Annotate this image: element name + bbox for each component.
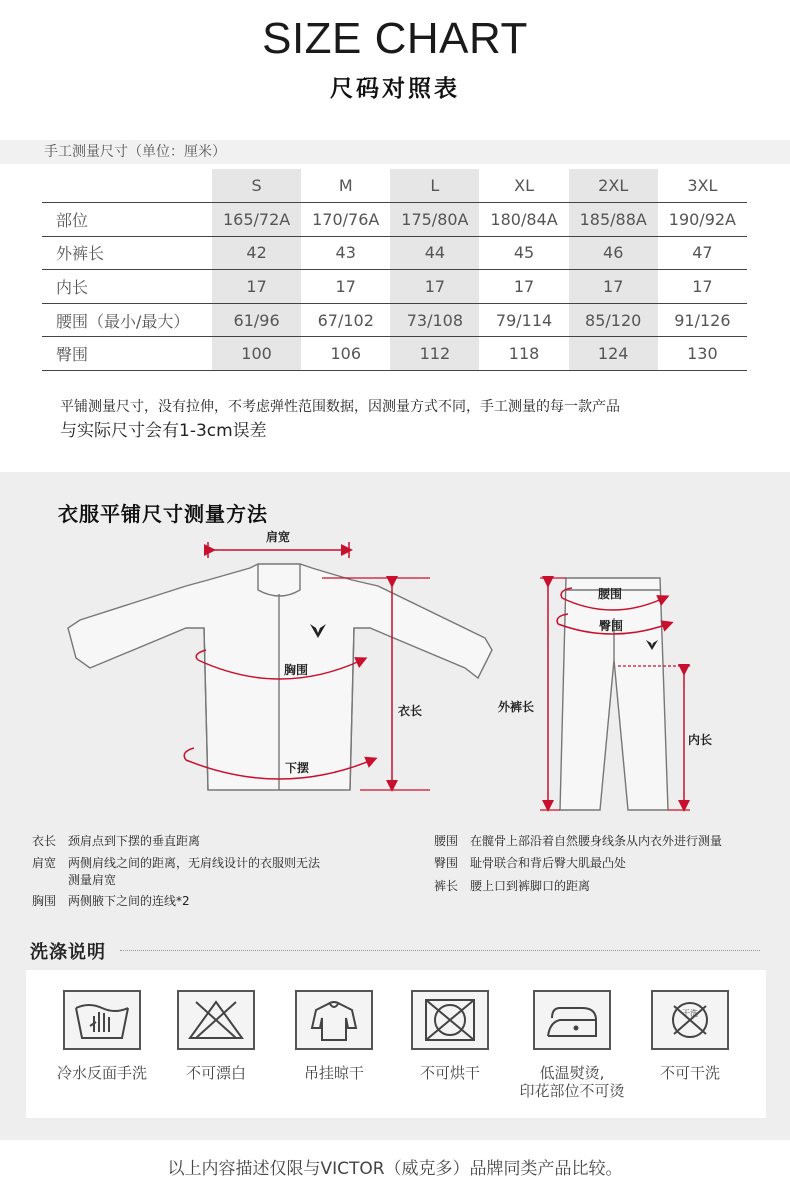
- size-header: L: [390, 169, 479, 203]
- wash-item: [156, 970, 276, 1082]
- table-cell: 106: [301, 337, 390, 371]
- note-line-1: 平铺测量尺寸，没有拉伸，不考虑弹性范围数据，因测量方式不同，手工测量的每一款产品: [60, 399, 620, 415]
- wash-label-line2: 印花部位不可烫: [519, 1082, 625, 1100]
- def-item: [434, 877, 590, 895]
- row-label: 腰围（最小/最大）: [42, 303, 212, 337]
- waist-label: 腰围: [598, 587, 623, 601]
- wash-section-title: 洗涤说明: [30, 942, 106, 963]
- def-term: 衣长: [32, 834, 57, 848]
- table-cell: 47: [658, 236, 747, 270]
- wash-label: 吊挂晾干: [303, 1064, 364, 1082]
- page-title: SIZE CHART: [262, 14, 528, 63]
- table-cell: 165/72A: [212, 203, 301, 237]
- wash-panel: [26, 970, 766, 1118]
- no-dry-clean-icon: [651, 990, 729, 1050]
- table-cell: 17: [479, 270, 568, 304]
- hem-label: 下摆: [285, 761, 310, 775]
- table-cell: 185/88A: [569, 203, 658, 237]
- unit-note: 手工测量尺寸（单位：厘米）: [0, 140, 790, 164]
- size-header-row: [42, 169, 747, 203]
- note-line-2: 与实际尺寸会有1-3cm误差: [60, 421, 267, 441]
- hand-wash-icon: [63, 990, 141, 1050]
- table-cell: 43: [301, 236, 390, 270]
- table-cell: 190/92A: [658, 203, 747, 237]
- size-header: S: [212, 169, 301, 203]
- table-cell: 79/114: [479, 303, 568, 337]
- row-label: 内长: [42, 270, 212, 304]
- def-desc: 颈肩点到下摆的垂直距离: [68, 834, 201, 848]
- table-cell: 118: [479, 337, 568, 371]
- shoulder-label: 肩宽: [266, 530, 291, 544]
- table-cell: 61/96: [212, 303, 301, 337]
- hip-label: 臀围: [599, 619, 624, 633]
- wash-label: [512, 1064, 632, 1100]
- def-desc: 耻骨联合和背后臀大肌最凸处: [470, 856, 627, 870]
- wash-item: [42, 970, 162, 1082]
- table-cell: 180/84A: [479, 203, 568, 237]
- outseam-label: 外裤长: [498, 700, 535, 714]
- table-cell: 67/102: [301, 303, 390, 337]
- def-desc: 腰上口到裤脚口的距离: [470, 879, 591, 893]
- table-row: [42, 270, 747, 304]
- size-header: XL: [479, 169, 568, 203]
- wash-label: 不可漂白: [185, 1064, 246, 1082]
- hang-dry-icon: [295, 990, 373, 1050]
- wash-item: [274, 970, 394, 1082]
- measurement-note: [60, 396, 760, 444]
- def-item: [434, 832, 722, 850]
- def-term: 臀围: [434, 856, 459, 870]
- table-cell: 175/80A: [390, 203, 479, 237]
- def-term: 裤长: [434, 879, 459, 893]
- wash-divider: [120, 950, 760, 951]
- table-cell: 130: [658, 337, 747, 371]
- no-tumble-dry-icon: [411, 990, 489, 1050]
- footer-disclaimer: 以上内容描述仅限与VICTOR（威克多）品牌同类产品比较。: [167, 1159, 623, 1179]
- def-term: 胸围: [32, 894, 57, 908]
- wash-label-line1: 低温熨烫,: [539, 1064, 605, 1082]
- length-label: 衣长: [398, 704, 423, 718]
- wash-label: 不可干洗: [659, 1064, 720, 1082]
- row-label: 臀围: [42, 337, 212, 371]
- def-item: [434, 854, 626, 872]
- wash-label: 不可烘干: [419, 1064, 480, 1082]
- table-cell: 85/120: [569, 303, 658, 337]
- table-cell: 112: [390, 337, 479, 371]
- table-cell: 42: [212, 236, 301, 270]
- def-term: 肩宽: [32, 856, 57, 870]
- table-cell: 46: [569, 236, 658, 270]
- chest-label: 胸围: [284, 663, 309, 677]
- table-row: [42, 203, 747, 237]
- table-row: [42, 303, 747, 337]
- inseam-label: 内长: [688, 733, 713, 747]
- dry-clean-badge: 干洗: [682, 1009, 698, 1018]
- table-cell: 17: [569, 270, 658, 304]
- jacket-outline: [68, 564, 492, 790]
- def-desc: 测量肩宽: [68, 873, 117, 887]
- table-cell: 170/76A: [301, 203, 390, 237]
- def-term: 腰围: [434, 834, 459, 848]
- row-label: 外裤长: [42, 236, 212, 270]
- def-desc: 两侧肩线之间的距离，无肩线设计的衣服则无法: [68, 856, 321, 870]
- size-table: [42, 169, 747, 371]
- size-header: 3XL: [658, 169, 747, 203]
- row-label: 部位: [42, 203, 212, 237]
- measurement-diagram: [0, 520, 790, 820]
- wash-item: [512, 970, 632, 1100]
- size-header: M: [301, 169, 390, 203]
- wash-label: 冷水反面手洗: [56, 1064, 147, 1082]
- table-cell: 124: [569, 337, 658, 371]
- def-item: [32, 871, 116, 889]
- table-row: [42, 337, 747, 371]
- table-cell: 91/126: [658, 303, 747, 337]
- wash-item: [390, 970, 510, 1082]
- table-cell: 17: [390, 270, 479, 304]
- table-cell: 17: [658, 270, 747, 304]
- table-corner: [42, 169, 212, 203]
- def-item: [32, 854, 320, 872]
- def-desc: 两侧腋下之间的连线*2: [68, 894, 190, 908]
- pants-outline: [560, 578, 668, 810]
- table-row: [42, 236, 747, 270]
- table-cell: 100: [212, 337, 301, 371]
- def-item: [32, 892, 190, 910]
- table-cell: 44: [390, 236, 479, 270]
- def-item: [32, 832, 200, 850]
- def-desc: 在髋骨上部沿着自然腰身线条从内衣外进行测量: [470, 834, 723, 848]
- page-subtitle: 尺码对照表: [330, 76, 460, 102]
- size-header: 2XL: [569, 169, 658, 203]
- table-cell: 17: [212, 270, 301, 304]
- measure-section-title: 衣服平铺尺寸测量方法: [58, 502, 268, 526]
- low-iron-icon: [533, 990, 611, 1050]
- no-bleach-icon: [177, 990, 255, 1050]
- table-cell: 17: [301, 270, 390, 304]
- table-cell: 73/108: [390, 303, 479, 337]
- wash-item: [630, 970, 750, 1082]
- table-cell: 45: [479, 236, 568, 270]
